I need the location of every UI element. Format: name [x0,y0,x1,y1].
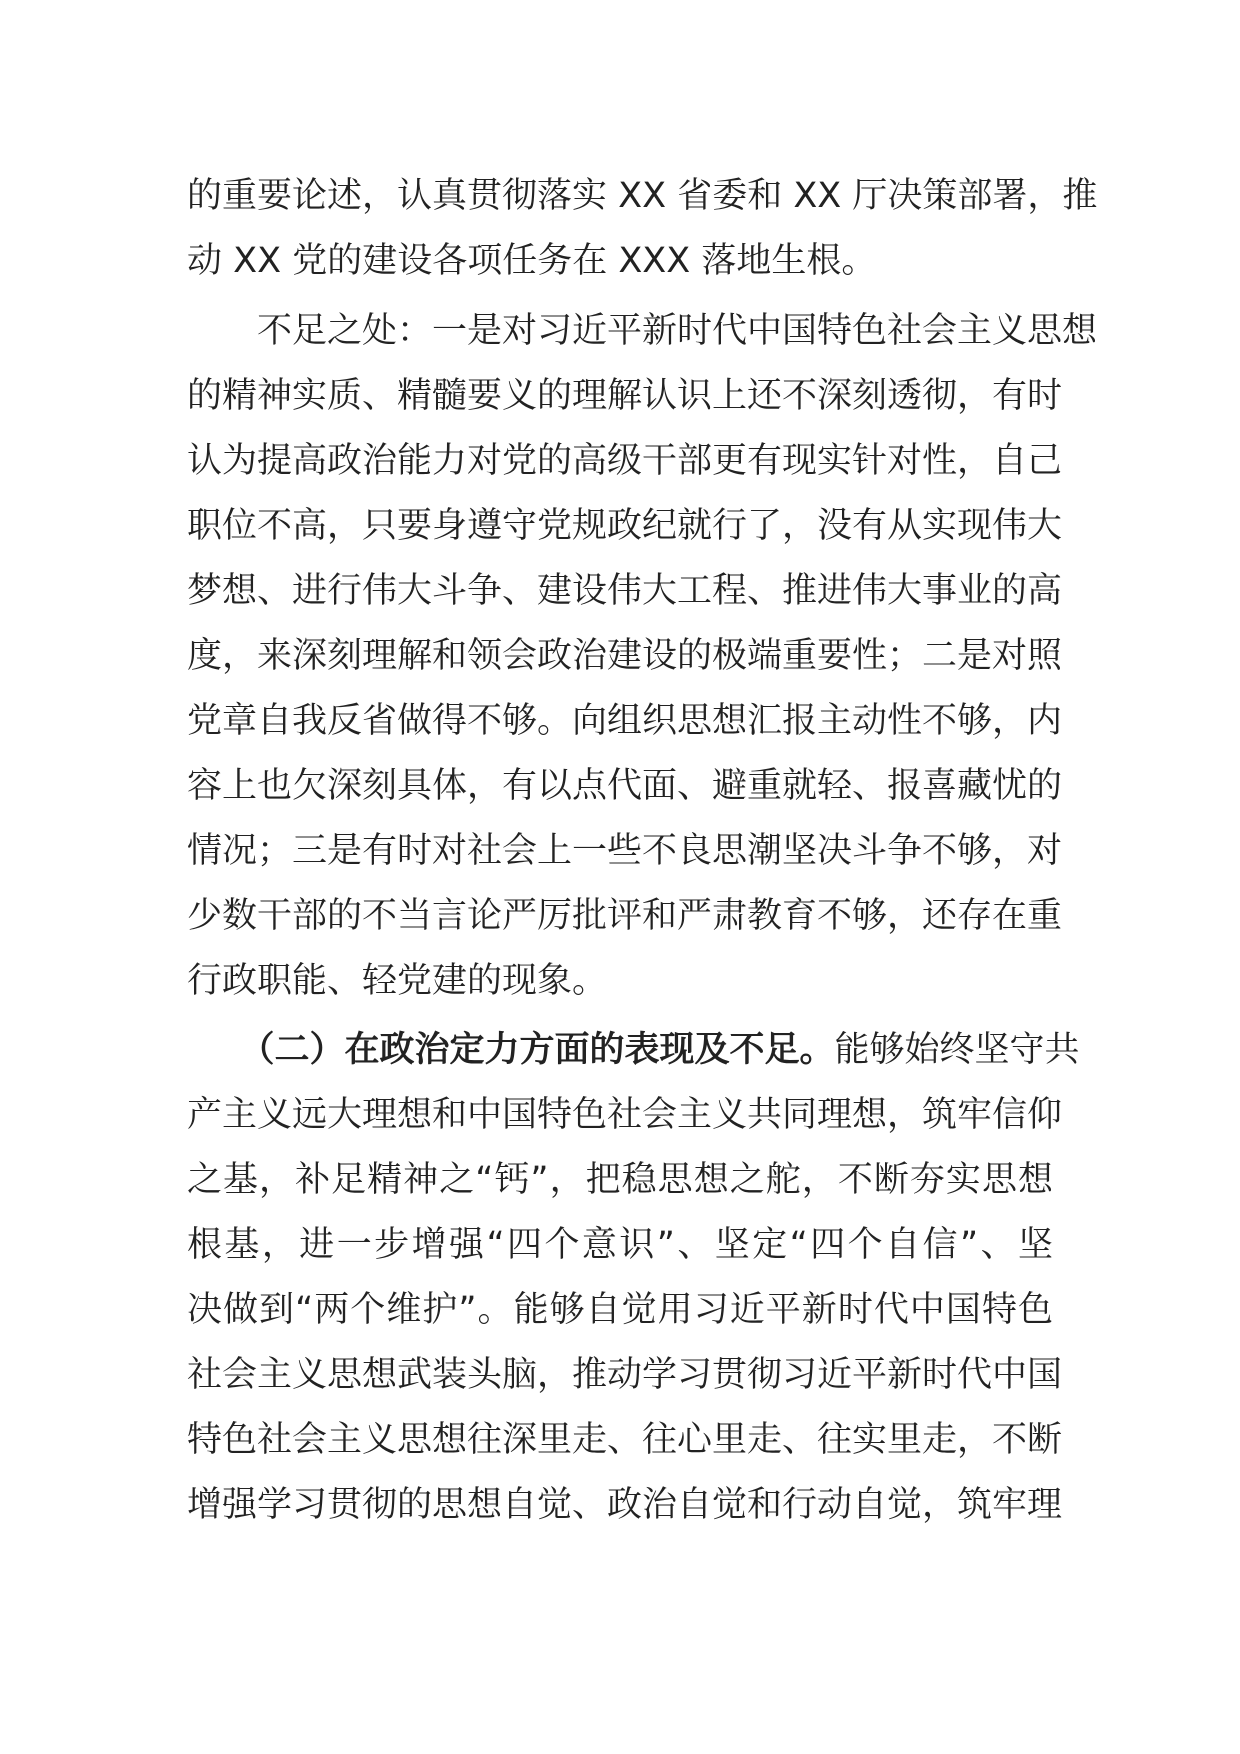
text-line [187,1018,1080,1083]
text-line: 动 XX 党的建设各项任务在 XXX 落地生根。 [187,241,877,281]
text-line: 产主义远大理想和中国特色社会主义共同理想，筑牢信仰 [187,1095,1063,1135]
text-line: 特色社会主义思想往深里走、往心里走、往实里走，不断 [187,1420,1063,1460]
heading-line-rest: 能够始终坚守共 [834,1030,1080,1070]
paragraph-shortcomings [187,299,1098,1014]
text-line: 度，来深刻理解和领会政治建设的极端重要性；二是对照 [187,636,1063,676]
paragraph-political-resolve [187,1018,1080,1538]
text-line: 不足之处：一是对习近平新时代中国特色社会主义思想 [187,311,1098,351]
text-line: 情况；三是有时对社会上一些不良思潮坚决斗争不够，对 [187,831,1063,871]
text-line: 认为提高政治能力对党的高级干部更有现实针对性，自己 [187,441,1063,481]
text-line: 行政职能、轻党建的现象。 [187,961,608,1001]
text-line: 的精神实质、精髓要义的理解认识上还不深刻透彻，有时 [187,376,1063,416]
text-line: 根基，进一步增强“四个意识”、坚定“四个自信”、坚 [187,1225,1053,1265]
text-line: 的重要论述，认真贯彻落实 XX 省委和 XX 厅决策部署，推 [187,176,1098,216]
text-line: 之基，补足精神之“钙”，把稳思想之舵，不断夯实思想 [187,1160,1053,1200]
section-heading: （二）在政治定力方面的表现及不足。 [187,1030,835,1070]
text-line: 社会主义思想武装头脑，推动学习贯彻习近平新时代中国 [187,1355,1063,1395]
text-line: 增强学习贯彻的思想自觉、政治自觉和行动自觉，筑牢理 [187,1485,1063,1525]
text-line: 梦想、进行伟大斗争、建设伟大工程、推进伟大事业的高 [187,571,1063,611]
text-line: 决做到“两个维护”。能够自觉用习近平新时代中国特色 [187,1290,1053,1330]
text-line: 少数干部的不当言论严厉批评和严肃教育不够，还存在重 [187,896,1063,936]
text-line: 容上也欠深刻具体，有以点代面、避重就轻、报喜藏忧的 [187,766,1063,806]
text-line: 党章自我反省做得不够。向组织思想汇报主动性不够，内 [187,701,1063,741]
paragraph-continuation [187,164,1098,294]
text-line: 职位不高，只要身遵守党规政纪就行了，没有从实现伟大 [187,506,1063,546]
